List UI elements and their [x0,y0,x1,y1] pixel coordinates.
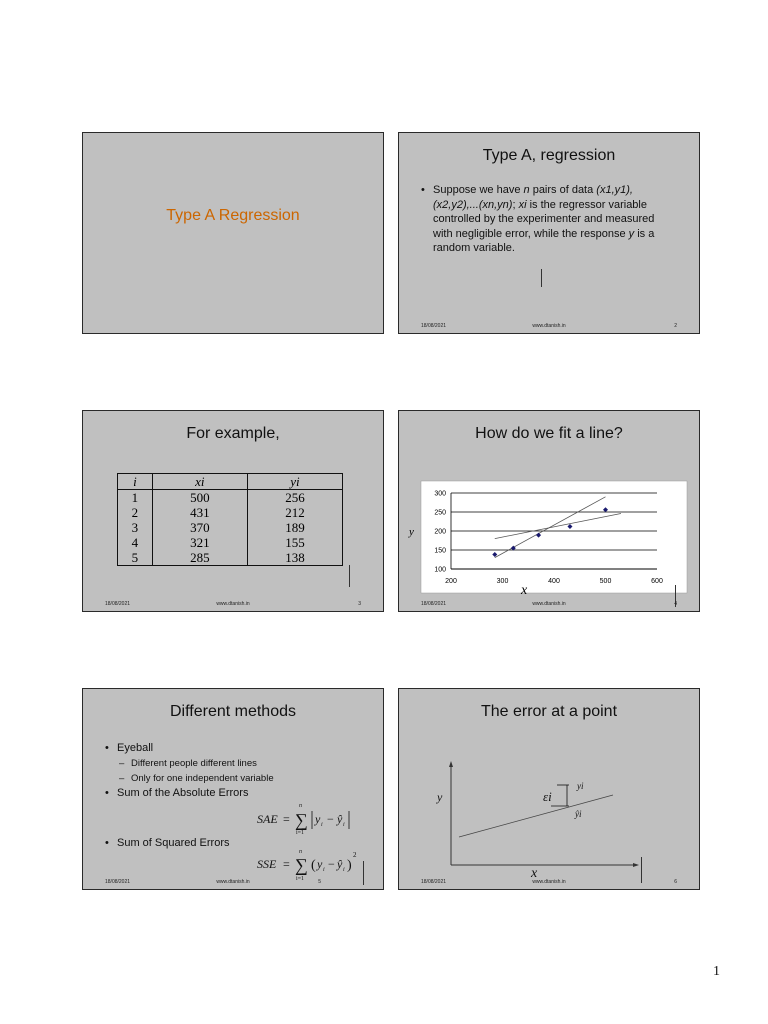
footer-url: www.dtanish.in [532,601,566,607]
slide-3 [82,410,384,612]
slide-number: 2 [674,323,677,329]
table-row [118,535,343,550]
subscript: i [343,867,345,873]
slide-2 [398,132,700,334]
cursor-mark [363,861,364,885]
equals-sign: = [283,812,290,826]
sigma-icon: ∑ [295,810,308,830]
paren-open: ( [311,858,316,873]
sub-bullet: – Only for one independent variable [105,771,345,786]
footer-date: 18/08/2021 [421,323,447,329]
slide-2-title: Type A, regression [482,147,616,164]
table-row [118,550,343,566]
x-tick-label: 600 [651,578,663,585]
slide-6-title: The error at a point [480,703,618,720]
slide-6 [398,688,700,890]
minus-sign: − [328,857,335,871]
footer-date: 18/08/2021 [421,879,447,885]
x-tick-label: 300 [496,578,509,585]
cell: 138 [247,550,342,566]
subscript: i [321,822,323,828]
slide-1 [82,132,384,334]
col-i: i [118,474,153,490]
cursor-mark [541,269,542,287]
y-label: y [437,790,443,804]
data-pairs: (x1,y1), (x2,y2),...(xn,yn) [433,184,633,211]
sae-label: SAE [257,812,278,826]
cursor-mark [349,565,350,587]
cell: 212 [247,505,342,520]
slide-3-title: For example, [186,425,280,442]
footer-date: 18/08/2021 [421,601,447,607]
slide-2-body [421,183,661,256]
sum-upper: n [299,849,302,855]
slide-5 [82,688,384,890]
cell: 321 [152,535,247,550]
bullet: • Suppose we have n pairs of data (x1,y1), (x2,y2),...(xn,yn); xi is the regressor variable controlled by the experimenter and measured with negligible error, while the response y is a random variable. [421,183,661,256]
table-row [118,505,343,520]
exponent: 2 [353,851,357,859]
bullet-sae: • Sum of the Absolute Errors [105,786,345,801]
x-label: x [531,866,538,881]
cell: 256 [247,490,342,506]
x-arrow-icon [633,863,639,867]
cell: 5 [118,550,153,566]
table-header-row [118,474,343,490]
sum-lower: i=1 [296,876,305,882]
fit-line [459,795,613,837]
x-tick-label: 500 [599,578,612,585]
cell: 189 [247,520,342,535]
yhat-label: ŷi [575,809,582,819]
table-row [118,520,343,535]
footer-date: 18/08/2021 [105,601,131,607]
yhat: ŷ [337,857,343,871]
cell: 2 [118,505,153,520]
slide-5-title: Different methods [170,703,296,720]
col-x: xi [152,474,247,490]
cell: 370 [152,520,247,535]
slide-4-title: How do we fit a line? [475,425,623,442]
sse-label: SSE [257,857,277,871]
data-table [117,473,343,566]
col-y: yi [247,474,342,490]
subscript: i [343,822,345,828]
formula-graphics [83,689,383,889]
chart-plot-area [421,481,687,593]
bullet-sse: • Sum of Squared Errors [105,837,230,849]
footer-url: www.dtanish.in [532,323,566,329]
slide-4 [398,410,700,612]
sub-bullet: – Different people different lines [105,756,345,771]
epsilon-label: εi [543,789,552,804]
y-arrow-icon [449,761,453,767]
x-tick-label: 200 [445,578,457,585]
y-axis-label: y [409,526,414,538]
slide-number: 3 [358,601,361,607]
sum-lower: i=1 [296,830,305,836]
cell: 3 [118,520,153,535]
yhat: ŷ [337,812,343,826]
x-axis-label: x [521,583,528,598]
table-row [118,490,343,506]
sse-body: y [317,857,323,871]
equals-sign: = [283,857,290,871]
page-number: 1 [713,964,720,979]
cell: 431 [152,505,247,520]
minus-sign: − [327,812,334,826]
bullet-eyeball: • Eyeball [105,741,345,756]
sae-body: y [315,812,321,826]
footer-date: 18/08/2021 [105,879,131,885]
sum-upper: n [299,803,302,809]
slide-number: 5 [318,879,321,885]
cell: 285 [152,550,247,566]
x-tick-label: 400 [548,578,560,585]
error-diagram [399,689,699,889]
cell: 1 [118,490,153,506]
y-tick-label: 100 [434,566,446,574]
slide-number: 4 [674,601,677,607]
cell: 500 [152,490,247,506]
cell: 4 [118,535,153,550]
y-tick-label: 300 [434,490,446,498]
y-tick-label: 150 [434,547,446,555]
paren-close: ) [347,858,352,873]
footer-url: www.dtanish.in [216,601,250,607]
subscript: i [323,867,325,873]
footer-url: www.dtanish.in [216,879,250,885]
footer-url: www.dtanish.in [532,879,566,885]
scatter-chart [399,411,699,611]
slide-number: 6 [674,879,677,885]
sigma-icon: ∑ [295,855,308,875]
yi-label: yi [577,781,584,791]
slide-1-title: Type A Regression [166,207,300,224]
y-tick-label: 250 [434,509,446,517]
cell: 155 [247,535,342,550]
y-tick-label: 200 [434,528,446,536]
